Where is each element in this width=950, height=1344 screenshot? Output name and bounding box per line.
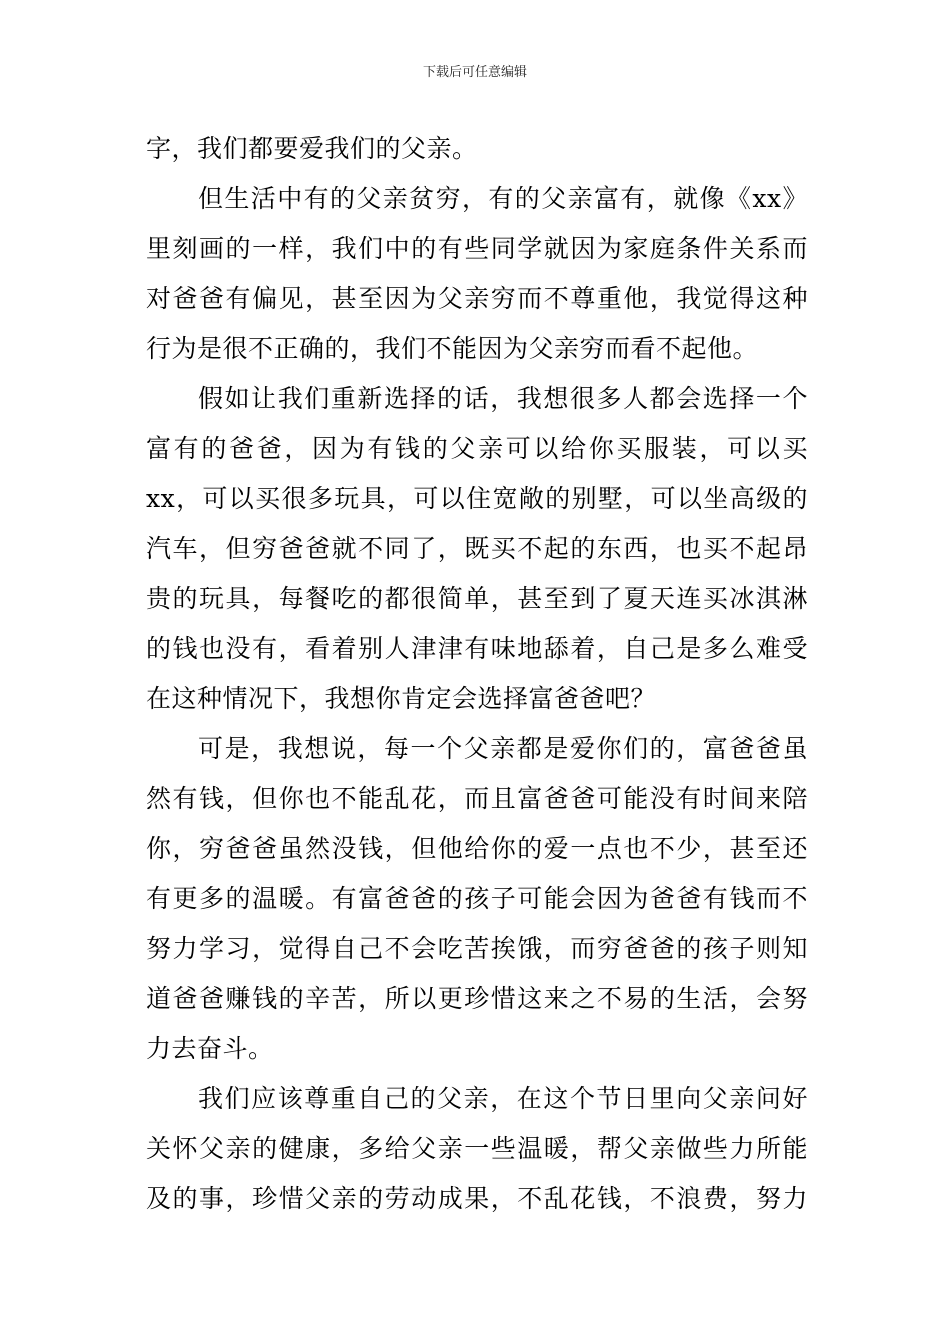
text-line: 然有钱，但你也不能乱花，而且富爸爸可能没有时间来陪 <box>146 784 808 813</box>
text-line: 里刻画的一样，我们中的有些同学就因为家庭条件关系而 <box>146 234 808 263</box>
text-line: 在这种情况下，我想你肯定会选择富爸爸吧？ <box>146 684 657 713</box>
text-line: 力去奋斗。 <box>146 1034 274 1063</box>
text-line: 你，穷爸爸虽然没钱，但他给你的爱一点也不少，甚至还 <box>146 834 808 863</box>
text-line: 汽车，但穷爸爸就不同了，既买不起的东西，也买不起昂 <box>146 534 808 563</box>
text-line: xx，可以买很多玩具，可以住宽敞的别墅，可以坐高级的 <box>146 484 808 513</box>
text-line: 字，我们都要爱我们的父亲。 <box>146 134 478 163</box>
text-line: 但生活中有的父亲贫穷，有的父亲富有，就像《xx》 <box>198 184 808 213</box>
text-line: 我们应该尊重自己的父亲，在这个节日里向父亲问好 <box>198 1084 808 1113</box>
text-line: 可是，我想说，每一个父亲都是爱你们的，富爸爸虽 <box>198 734 808 763</box>
text-line: 努力学习，觉得自己不会吃苦挨饿，而穷爸爸的孩子则知 <box>146 934 808 963</box>
text-line: 道爸爸赚钱的辛苦，所以更珍惜这来之不易的生活，会努 <box>146 984 808 1013</box>
text-line: 的钱也没有，看着别人津津有味地舔着，自己是多么难受 <box>146 634 808 663</box>
text-line: 富有的爸爸，因为有钱的父亲可以给你买服装，可以买 <box>146 434 808 463</box>
text-line: 对爸爸有偏见，甚至因为父亲穷而不尊重他，我觉得这种 <box>146 284 808 313</box>
text-line: 关怀父亲的健康，多给父亲一些温暖，帮父亲做些力所能 <box>146 1134 808 1163</box>
text-line: 贵的玩具，每餐吃的都很简单，甚至到了夏天连买冰淇淋 <box>146 584 808 613</box>
text-line: 有更多的温暖。有富爸爸的孩子可能会因为爸爸有钱而不 <box>146 884 808 913</box>
text-line: 及的事，珍惜父亲的劳动成果，不乱花钱，不浪费，努力 <box>146 1184 808 1213</box>
text-line: 行为是很不正确的，我们不能因为父亲穷而看不起他。 <box>146 334 759 363</box>
document-body <box>146 124 808 1224</box>
page-header: 下载后可任意编辑 <box>422 65 527 80</box>
text-line: 假如让我们重新选择的话，我想很多人都会选择一个 <box>198 384 808 413</box>
